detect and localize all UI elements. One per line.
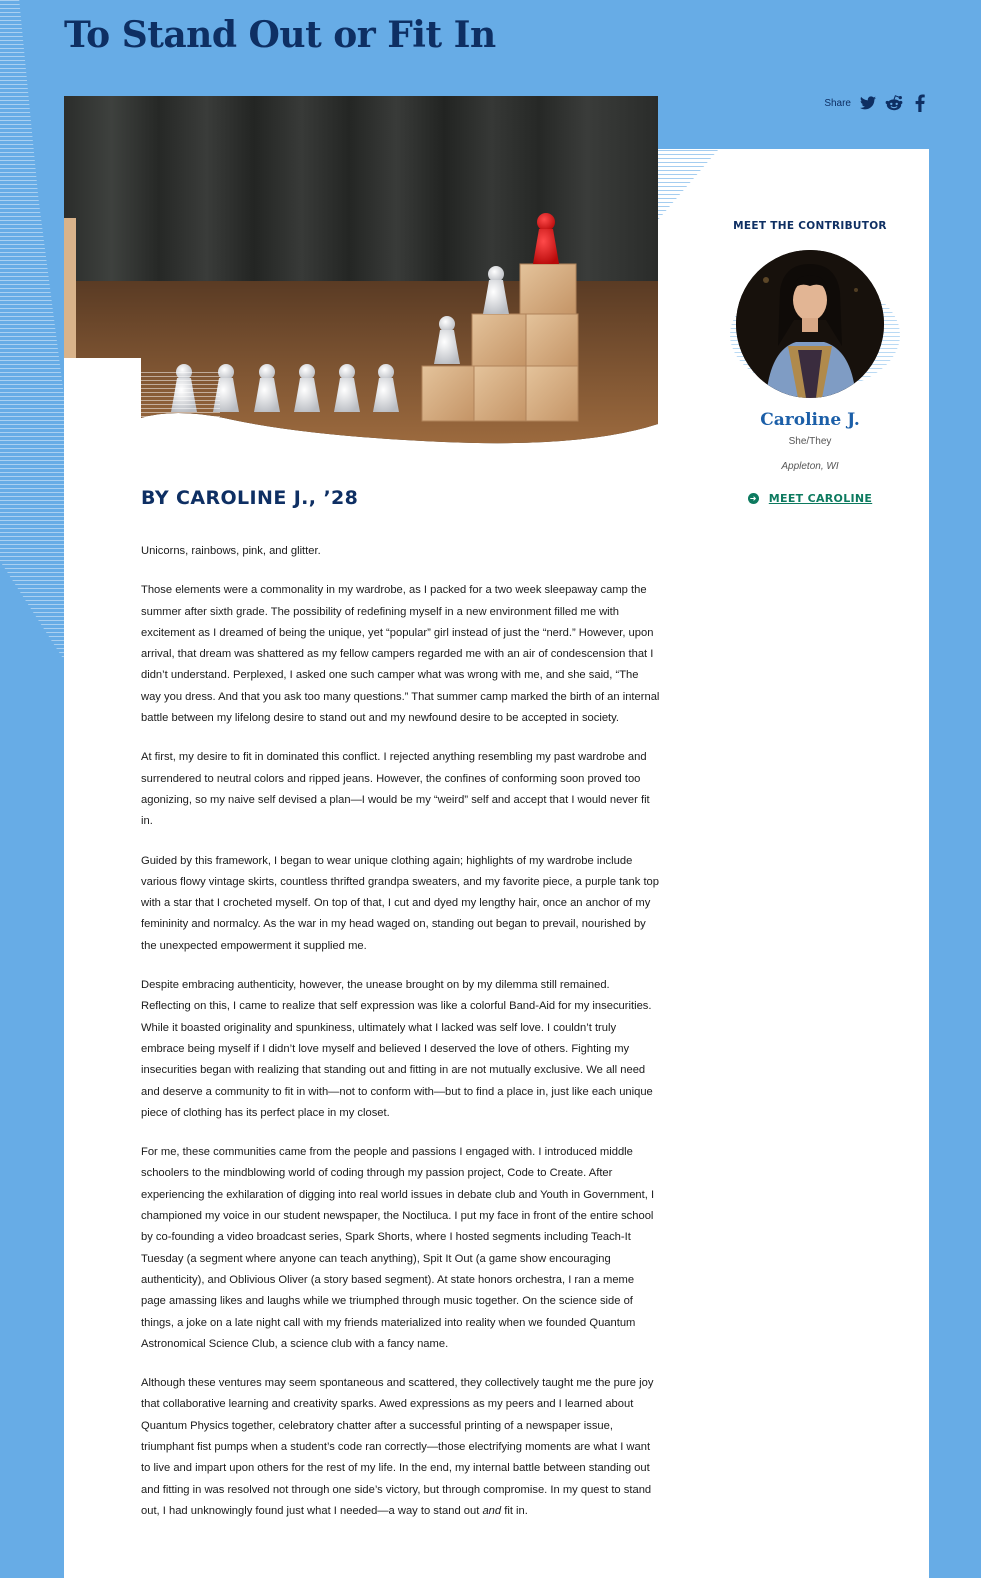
article-paragraph: Despite embracing authenticity, however, the unease brought on by my dilemma still remained. Reflecting on this, I came to realize that self expression was like a colorful Band-Aid for my insecurities. While it boasted originality and spunkiness, ultimately what I lacked was self love. I couldn’t truly embrace being myself if I didn’t love myself and believed I deserved the love of others. Fighting my insecurities began with realizing that standing out and fitting in are not mutually exclusive. We all need and deserve a community to fit in with—not to conform with—but to find a place in, just like each unique piece of clothing has its perfect place in my closet. (141, 979, 653, 1119)
emphasis-text: and (482, 1504, 502, 1517)
page-title: To Stand Out or Fit In (64, 14, 496, 56)
avatar (736, 250, 884, 398)
decorative-lines-left (0, 0, 64, 660)
article-paragraph: For me, these communities came from the people and passions I engaged with. I introduced middle schoolers to the mindblowing world of coding through my passion project, Code to Create. After experiencing the exhilaration of digging into real world issues in debate club and Youth in Government, I championed my voice in our student newspaper, the Noctiluca. I put my face in front of the entire school by co-founding a video broadcast series, Spark Shorts, where I hosted segments including Teach-It Tuesday (a segment where anyone can teach anything), Spit It Out (a game show encouraging authenticity), and Oblivious Oliver (a story based segment). At state honors orchestra, I ran a meme page amassing likes and laughs while we triumphed through music together. On the science side of things, a joke on a late night call with my friends materialized into reality when we founded Quantum Astronomical Science Club, a science club with a fancy name. (141, 1146, 655, 1350)
share-bar (824, 94, 929, 112)
article-paragraph-last (141, 1373, 661, 1522)
arrow-right-icon: ➜ (749, 494, 757, 503)
meet-contributor-link[interactable] (748, 492, 872, 505)
reddit-icon[interactable] (885, 94, 903, 112)
article-paragraph-text: Although these ventures may seem spontaneous and scattered, they collectively taught me the pure joy that collaborative learning and creativity sparks. Awed expressions as my peers and I learned about Quantum Physics together, celebratory chatter after a successful printing of a newspaper issue, triumphant fist pumps when a student’s code ran correctly—those electrifying moments are what I want to live and impart upon others for the rest of my life. In the end, my internal battle between standing out and fitting in was resolved not through one side’s victory, but through compromise. In my quest to stand out, I had unknowingly found just what I needed—a way to stand out (141, 1377, 654, 1517)
article-paragraph-tail: fit in. (501, 1504, 528, 1517)
article-paragraph: Guided by this framework, I began to wear unique clothing again; highlights of my wardrobe include various flowy vintage skirts, countless thrifted grandpa sweaters, and my favorite piece, a purple tank top with a star that I crocheted myself. On top of that, I cut and dyed my lengthy hair, once an anchor of my femininity and normalcy. As the war in my head waged on, standing out began to prevail, nourished by the unexpected empowerment it supplied me. (141, 854, 659, 952)
facebook-icon[interactable] (911, 94, 929, 112)
contributor-pronouns: She/They (788, 436, 832, 447)
twitter-icon[interactable] (859, 94, 877, 112)
article-paragraph: Those elements were a commonality in my wardrobe, as I packed for a two week sleepaway camp the summer after sixth grade. The possibility of redefining myself in a new environment filled me with excitement as I dreamed of being the unique, yet “popular” girl instead of just the “nerd.” However, upon arrival, that dream was shattered as my fellow campers regarded me with an air of condescension that I didn’t understand. Perplexed, I asked one such camper what was wrong with me, and she said, “The way you dress. And that you ask too many questions.” That summer camp marked the birth of an internal battle between my lifelong desire to stand out and my newfound desire to be accepted in society. (141, 584, 660, 725)
contributor-name: Caroline J. (760, 410, 860, 430)
article-paragraph: At first, my desire to fit in dominated this conflict. I rejected anything resembling my past wardrobe and surrendered to neutral colors and ripped jeans. However, the confines of conforming soon proved too agonizing, so my naive self devised a plan—I would be my “weird” self and accept that I would never fit in. (141, 751, 650, 828)
contributor-sidebar (710, 210, 910, 505)
meet-contributor-label: MEET CAROLINE (768, 492, 873, 505)
contributor-section-label: MEET THE CONTRIBUTOR (733, 220, 887, 232)
article-body (141, 541, 661, 1540)
decorative-lines-hero (140, 372, 220, 417)
article-paragraph: Unicorns, rainbows, pink, and glitter. (141, 545, 321, 557)
avatar-container (735, 250, 885, 400)
article-byline: BY CAROLINE J., ’28 (141, 487, 359, 509)
contributor-location: Appleton, WI (781, 461, 839, 472)
share-label: Share (824, 97, 851, 109)
